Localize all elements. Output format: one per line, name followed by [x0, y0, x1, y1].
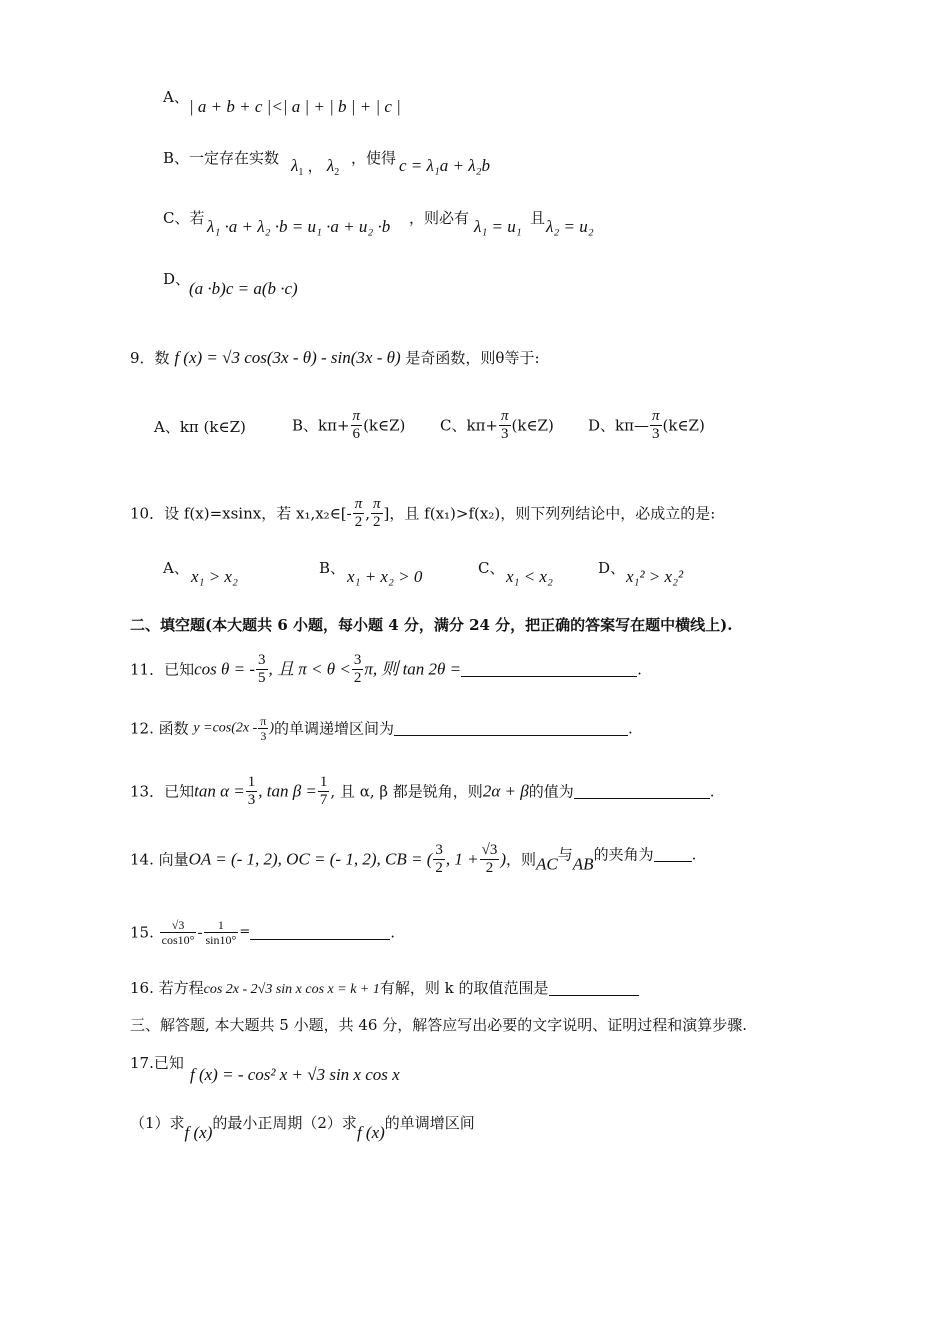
q15-fraction-1 — [160, 918, 197, 947]
q8-option-b — [163, 147, 279, 169]
q15 — [130, 918, 395, 947]
q13-end: . — [709, 782, 715, 801]
q8-c-label: C、若 — [163, 209, 205, 227]
q13-fraction-1 — [246, 774, 258, 809]
q16-post: 有解，则 k 的取值范围是 — [379, 979, 549, 997]
numerator: 3 — [353, 652, 362, 668]
q14-post2: 与 — [557, 845, 573, 864]
q10-fraction-2 — [371, 496, 383, 531]
q17-stem: 17.已知 — [130, 1054, 184, 1072]
q8-c-expr2: λ₁ = u₁ — [474, 217, 522, 236]
q8-a-label: A、 — [163, 88, 189, 106]
q10-d-expr: x₁² > x₂² — [626, 567, 684, 586]
separator: ， — [307, 159, 323, 175]
q9-d-pre: D、kπ— — [588, 416, 649, 435]
numerator: 1 — [204, 918, 239, 933]
q16-pre: 16. 若方程 — [130, 979, 204, 997]
q10-fraction-1 — [353, 496, 365, 531]
comma: , — [365, 504, 371, 523]
q17-fx-2: f (x) — [356, 1123, 385, 1142]
numerator: 1 — [247, 774, 256, 790]
q8-a-expr: | a + b + c |<| a | + | b | + | c | — [189, 97, 401, 116]
numerator: √3 — [160, 918, 197, 933]
q9-b-post: (k∈Z) — [363, 416, 406, 435]
q12-fraction — [258, 714, 268, 743]
q11-end: . — [637, 660, 642, 679]
q17-expr: f (x) = - cos² x + √3 sin x cos x — [190, 1065, 400, 1084]
q10-stem-post: ]，且 f(x₁)>f(x₂)，则下列列结论中，必成立的是: — [383, 504, 716, 523]
q14-pre: 14. 向量 — [130, 850, 189, 869]
q8-b-expr: c = λ₁a + λ₂b — [399, 156, 491, 175]
numerator: π — [501, 408, 509, 424]
q14-fraction-1 — [433, 842, 445, 877]
q10-d-label: D、 — [598, 559, 626, 577]
q9-c-post: (k∈Z) — [511, 416, 554, 435]
denominator: 3 — [260, 729, 267, 743]
q9-d-post: (k∈Z) — [662, 416, 705, 435]
q12 — [130, 714, 633, 743]
q12-expr: y =cos(2x - — [193, 720, 258, 736]
lambda-2: λ — [326, 156, 335, 175]
numerator: π — [373, 496, 381, 512]
q8-c-and: 且 — [530, 209, 546, 227]
q13-post: 的值为 — [528, 782, 574, 801]
q11-answer-blank[interactable] — [461, 661, 637, 677]
q13-fraction-2 — [318, 774, 330, 809]
q15-fraction-2 — [204, 918, 239, 947]
denominator: 2 — [373, 514, 381, 530]
q8-c-expr3: λ₂ = u₂ — [546, 217, 594, 236]
denominator: 3 — [651, 426, 660, 442]
q8-c-text2: ，则必有 — [409, 209, 470, 227]
numerator: π — [352, 408, 361, 424]
q12-answer-blank[interactable] — [394, 720, 628, 736]
denominator: cos10° — [161, 933, 195, 947]
q9-d-fraction — [650, 408, 662, 443]
q11-fraction-1 — [256, 652, 268, 687]
q9-option-b — [292, 408, 405, 443]
q15-pre: 15. — [130, 923, 154, 942]
q14-post3: 的夹角为 — [593, 845, 654, 864]
q14-close: ) — [500, 849, 507, 869]
q15-equals: = — [239, 924, 251, 940]
q9-b-pre: B、kπ+ — [292, 416, 350, 435]
q12-post: 的单调递增区间为 — [274, 719, 395, 738]
q8-b-text2: ，使得 — [351, 149, 397, 167]
numerator: √3 — [481, 842, 498, 858]
q9-option-a: A、kπ (k∈Z) — [154, 418, 246, 436]
q11-mid: , 且 π < θ < — [268, 659, 351, 679]
q11-post: π, 则 tan 2θ = — [364, 659, 462, 679]
q8-d-label: D、 — [163, 270, 191, 288]
q9-stem-pre: 9．数 — [130, 349, 170, 367]
q13-mid: , 且 α, β 都是锐角，则 — [330, 782, 483, 801]
numerator: 3 — [258, 652, 266, 668]
q13-tan-beta: , tan β = — [258, 781, 317, 801]
q10-b-expr: x₁ + x₂ > 0 — [347, 567, 423, 586]
q15-end: . — [390, 923, 396, 942]
q10-c-label: C、 — [478, 559, 505, 577]
q14-fraction-2 — [480, 842, 500, 877]
q9-stem — [130, 347, 540, 369]
q10-stem — [130, 496, 715, 531]
q10-a-label: A、 — [163, 559, 189, 577]
q14-vector-ac: AC — [536, 854, 558, 874]
denominator: 2 — [354, 514, 363, 530]
q12-close: ) — [269, 720, 275, 736]
q17-part2-post: 的单调增区间 — [384, 1114, 475, 1132]
q11-fraction-2 — [352, 652, 364, 687]
q15-answer-blank[interactable] — [250, 924, 390, 940]
q8-b-label: B、一定存在实数 — [163, 149, 280, 167]
q15-minus: - — [197, 923, 203, 942]
q8-option-a — [163, 86, 189, 108]
q10-b-label: B、 — [319, 559, 346, 577]
q9-stem-expr: f (x) = √3 cos(3x - θ) - sin(3x - θ) — [174, 348, 401, 367]
q10-stem-pre: 10．设 f(x)=xsinx，若 x₁,x₂∈[- — [130, 504, 352, 523]
denominator: 2 — [435, 860, 443, 876]
q17-part2-pre: 的最小正周期（2）求 — [212, 1114, 357, 1132]
q14-post1: ，则 — [506, 850, 537, 869]
numerator: 3 — [435, 842, 443, 858]
q11-cos: cos θ = - — [194, 659, 255, 679]
q8-option-c — [163, 207, 204, 229]
numerator: π — [651, 408, 660, 424]
q14-vector-ab: AB — [572, 854, 594, 874]
numerator: π — [354, 496, 363, 512]
numerator: π — [260, 714, 267, 728]
q13-answer-blank[interactable] — [574, 783, 710, 799]
lambda-1: λ — [291, 156, 299, 175]
q8-d-expr: (a ·b)c = a(b ·c) — [189, 279, 298, 298]
numerator: 1 — [319, 774, 328, 790]
q13 — [130, 774, 714, 809]
denominator: 7 — [319, 792, 328, 808]
q8-c-expr: λ₁ ·a + λ₂ ·b = u₁ ·a + u₂ ·b — [207, 217, 391, 236]
q9-c-pre: C、kπ+ — [440, 416, 498, 435]
q11-pre: 11．已知 — [130, 660, 195, 679]
denominator: 3 — [501, 426, 509, 442]
q8-b-lambdas: $\lambda_1$ ， $\lambda_2$ — [291, 156, 340, 178]
q10-c-expr: x₁ < x₂ — [506, 567, 553, 586]
denominator: 6 — [352, 426, 361, 442]
q12-pre: 12. 函数 — [130, 719, 189, 738]
denominator: 2 — [485, 860, 494, 876]
q13-tan-alpha: tan α = — [194, 781, 245, 801]
denominator: sin10° — [205, 933, 237, 947]
q16 — [130, 977, 639, 1001]
q16-expr: cos 2x - 2√3 sin x cos x = k + 1 — [203, 982, 380, 997]
q17-part1-pre: （1）求 — [130, 1114, 185, 1132]
q12-end: . — [628, 719, 633, 738]
denominator: 3 — [247, 792, 256, 808]
q9-option-d — [588, 408, 705, 443]
q8-option-d — [163, 268, 190, 290]
denominator: 2 — [353, 670, 362, 686]
section-2-heading: 二、填空题(本大题共 6 小题，每小题 4 分，满分 24 分，把正确的答案写在题中横线上). — [130, 616, 733, 634]
q9-c-fraction — [499, 408, 511, 443]
q14-end: . — [691, 845, 697, 864]
denominator: 5 — [258, 670, 266, 686]
q14-expr: OA = (- 1, 2), OC = (- 1, 2), CB = ( — [188, 849, 433, 869]
q9-stem-post: 是奇函数，则θ等于: — [405, 349, 540, 367]
q17-parts — [130, 1112, 475, 1144]
q17-fx-1: f (x) — [184, 1123, 213, 1142]
q9-b-fraction — [351, 408, 363, 443]
q14 — [130, 842, 696, 877]
q11 — [130, 652, 642, 687]
q16-answer-blank[interactable] — [549, 980, 639, 996]
q14-mid: , 1 + — [445, 849, 479, 869]
section-3-heading: 三、解答题, 本大题共 5 小题，共 46 分，解答应写出必要的文字说明、证明过程和演算步骤. — [130, 1016, 748, 1034]
q9-option-c — [440, 408, 554, 443]
q13-pre: 13．已知 — [130, 782, 195, 801]
q13-expr: 2α + β — [482, 781, 529, 801]
q14-answer-blank[interactable] — [654, 846, 692, 862]
q10-a-expr: x₁ > x₂ — [191, 567, 238, 586]
